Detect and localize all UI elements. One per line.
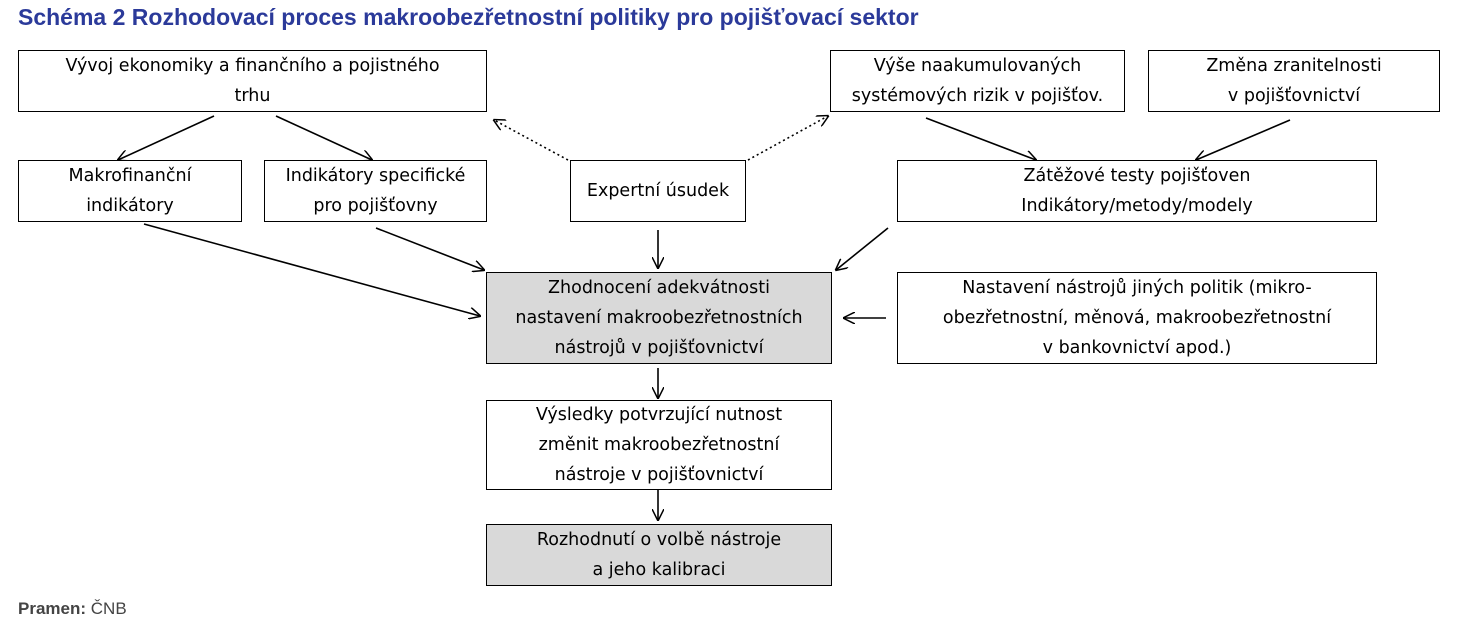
box-expertni-usudek: Expertní úsudek — [570, 160, 746, 222]
box-vyvoj-ekonomiky: Vývoj ekonomiky a finančního a pojistného trhu — [18, 50, 487, 112]
source-value: ČNB — [90, 599, 127, 618]
arrow-expert-to-vyvoj — [494, 120, 568, 160]
box-zatezove-testy: Zátěžové testy pojišťoven Indikátory/metody/modely — [897, 160, 1377, 222]
arrow-makro-to-zhodnoceni — [144, 224, 480, 316]
source-label: Pramen: — [18, 599, 87, 618]
arrow-vyvoj-to-makro — [118, 116, 214, 160]
box-vyse-rizik: Výše naakumulovaných systémových rizik v pojišťov. — [830, 50, 1125, 112]
arrow-zmena-to-zatez — [1196, 120, 1290, 160]
box-zmena-zranitelnosti: Změna zranitelnosti v pojišťovnictví — [1148, 50, 1440, 112]
diagram-title: Schéma 2 Rozhodovací proces makroobezřetnostní politiky pro pojišťovací sektor — [18, 4, 919, 30]
source-note — [18, 599, 127, 619]
box-zhodnoceni-adekvatnosti: Zhodnocení adekvátnosti nastavení makroobezřetnostních nástrojů v pojišťovnictví — [486, 272, 832, 364]
box-rozhodnuti: Rozhodnutí o volbě nástroje a jeho kalibraci — [486, 524, 832, 586]
box-indikatory-specificke: Indikátory specifické pro pojišťovny — [264, 160, 487, 222]
arrow-indik-to-zhodnoceni — [376, 228, 484, 270]
arrow-zatez-to-zhodnoceni — [836, 228, 888, 270]
box-vysledky: Výsledky potvrzující nutnost změnit makroobezřetnostní nástroje v pojišťovnictví — [486, 400, 832, 490]
arrow-vyse-to-zatez — [926, 118, 1036, 160]
arrow-expert-to-vyse — [748, 116, 828, 160]
box-nastaveni-nastroju: Nastavení nástrojů jiných politik (mikro- obezřetnostní, měnová, makroobezřetnostní v bankovnictví apod.) — [897, 272, 1377, 364]
arrow-vyvoj-to-indik — [276, 116, 372, 160]
box-makrofinancni-indikatory: Makrofinanční indikátory — [18, 160, 242, 222]
